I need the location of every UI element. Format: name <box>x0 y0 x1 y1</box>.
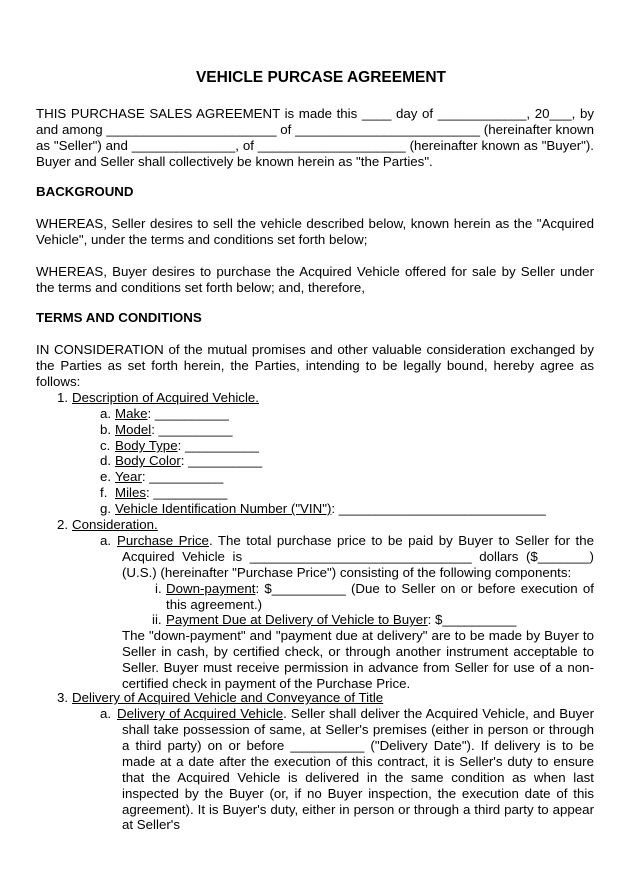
list-item: Body Type: __________ <box>115 438 259 453</box>
item-letter: a. <box>100 533 112 548</box>
item-letter: a. <box>100 406 112 421</box>
document-title: VEHICLE PURCASE AGREEMENT <box>195 69 447 86</box>
intro-paragraph: THIS PURCHASE SALES AGREEMENT is made this ____ day of ____________, 20___, by and among _______________________ of _________________________ (hereinafter known as "Seller") and ______________, of ____________________ (hereinafter known as "Buyer"). Buyer and Seller shall collectively be known herein as "the Parties". <box>36 106 594 169</box>
item-letter: f. <box>100 485 108 500</box>
section-heading: Delivery of Acquired Vehicle and Conveyance of Title <box>72 690 384 705</box>
section-number: 3. <box>57 690 69 705</box>
item-letter: g. <box>100 501 112 516</box>
item-letter: a. <box>100 706 112 721</box>
list-item: Model: __________ <box>115 422 233 437</box>
delivery-paragraph: shall take possession of same, at Seller's premises (either in person or through a third party) on or before __________ ("Delivery Date"). If delivery is to be made at a date after the execution of this contract, it is Seller's duty to ensure that the Acquired Vehicle is delivered in the same condition as when last inspected by the Buyer (or, if no Buyer inspection, the execution date of this agreement). It is Buyer's duty, either in person or through a third party to appear at Seller's <box>122 722 594 833</box>
whereas-paragraph-1: WHEREAS, Seller desires to sell the vehicle described below, known herein as the "Acquired Vehicle", under the terms and conditions set forth below; <box>36 216 594 247</box>
list-item: Body Color: __________ <box>115 453 263 468</box>
purchase-price-line-2: Acquired Vehicle is ______________________________ dollars ($_______) <box>122 549 594 564</box>
purchase-price-line-3: (U.S.) (hereinafter "Purchase Price") consisting of the following components: <box>122 565 572 580</box>
terms-heading: TERMS AND CONDITIONS <box>36 310 202 325</box>
item-letter: b. <box>100 422 112 437</box>
payment-note-paragraph: The "down-payment" and "payment due at delivery" are to be made by Buyer to Seller in cash, by certified check, or through another instrument acceptable to Seller. Buyer must receive permission in advance from Seller for use of a non-certified check in payment of the Purchase Price. <box>122 628 594 691</box>
payment-due-line: Payment Due at Delivery of Vehicle to Buyer: $__________ <box>166 612 517 627</box>
down-payment-line-2: this agreement.) <box>166 597 263 612</box>
delivery-line-1: Delivery of Acquired Vehicle. Seller shall deliver the Acquired Vehicle, and Buyer <box>117 706 595 721</box>
list-item: Vehicle Identification Number ("VIN"): ____________________________ <box>115 501 546 516</box>
background-heading: BACKGROUND <box>36 184 134 199</box>
down-payment-line-1: Down-payment: $__________ (Due to Seller on or before execution of <box>166 581 594 596</box>
list-item: Make: __________ <box>115 406 229 421</box>
whereas-paragraph-2: WHEREAS, Buyer desires to purchase the Acquired Vehicle offered for sale by Seller under the terms and conditions set forth below; and, therefore, <box>36 264 594 295</box>
subitem-number: i. <box>155 581 162 596</box>
item-letter: d. <box>100 453 112 468</box>
purchase-price-line-1: Purchase Price. The total purchase price to be paid by Buyer to Seller for the <box>117 533 594 548</box>
item-letter: e. <box>100 469 112 484</box>
list-item: Miles: __________ <box>115 485 228 500</box>
section-heading: Description of Acquired Vehicle. <box>72 390 260 405</box>
section-heading: Consideration. <box>72 517 158 532</box>
consideration-paragraph: IN CONSIDERATION of the mutual promises and other valuable consideration exchanged by the Parties as set forth herein, the Parties, intending to be legally bound, hereby agree as follows: <box>36 342 594 389</box>
item-letter: c. <box>100 438 111 453</box>
subitem-number: ii. <box>152 612 162 627</box>
section-number: 1. <box>57 390 69 405</box>
section-number: 2. <box>57 517 69 532</box>
list-item: Year: __________ <box>115 469 224 484</box>
